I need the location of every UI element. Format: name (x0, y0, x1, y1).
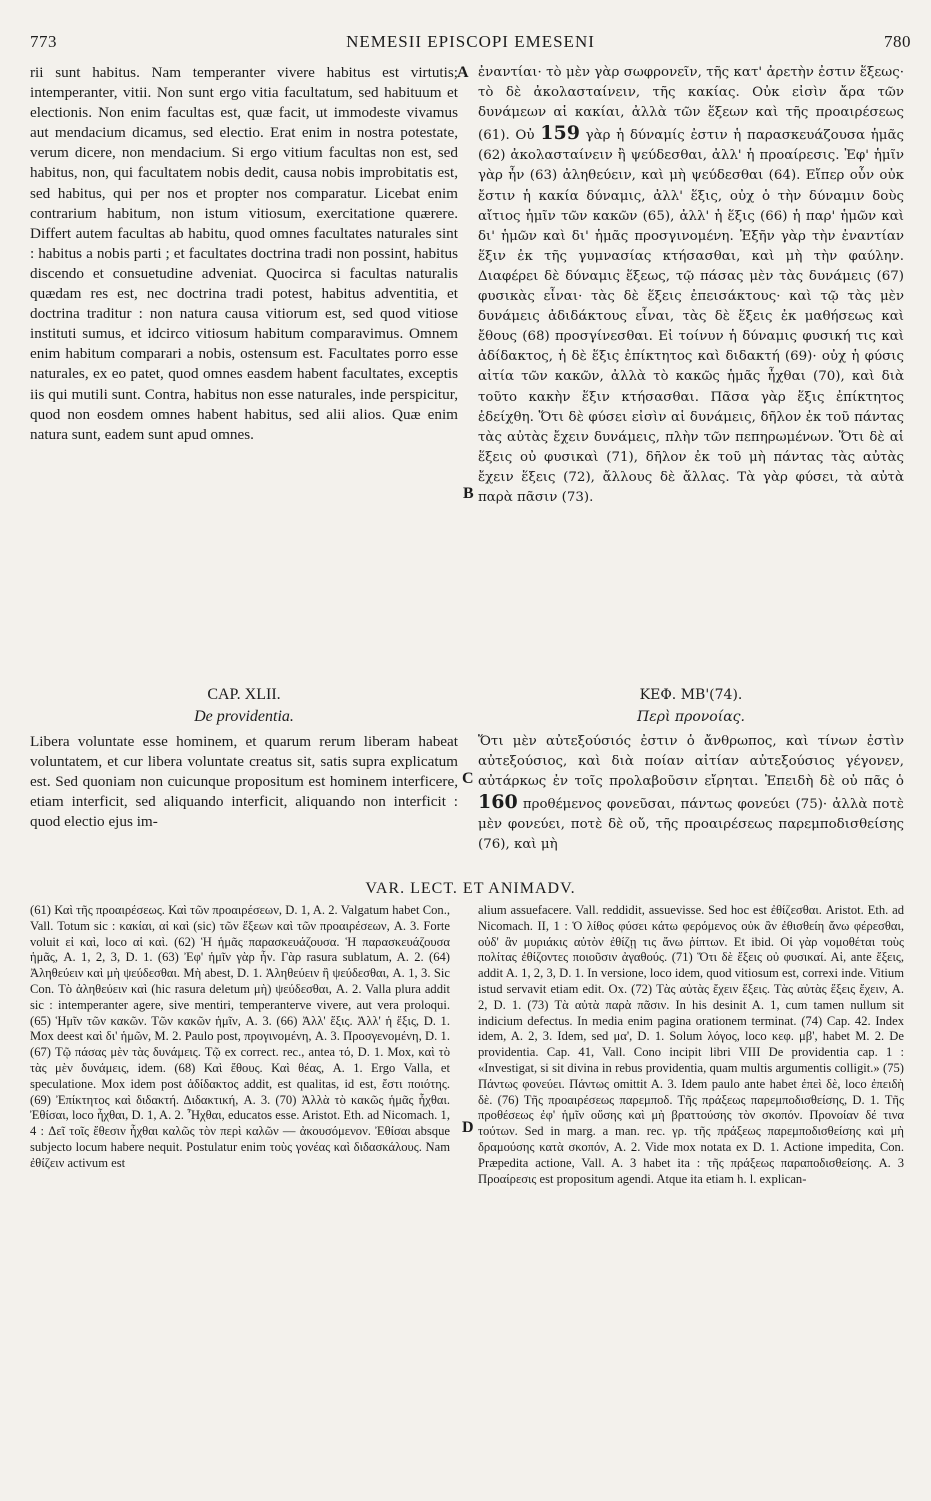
latin-chapter-title: De providentia. (194, 708, 294, 725)
edition-page-number-159: 159 (540, 122, 580, 145)
greek-text-segment: Ὅτι μὲν αὐτεξούσιός ἐστιν ὁ ἄνθρωπος, καὶ τίνων ἐστὶν αὐτεξούσιος, καὶ διὰ ποίαν αἰτίαν αὐτεξούσιος γέγονεν, αὐτάρκως ἐν τοῖς προλαβοῦσιν εἴρηται. Ἐπειδὴ δὲ οὐ πᾶς ὁ (478, 734, 904, 790)
greek-text-segment: προθέμενος φονεῦσαι, πάντως φονεύει (75)· ἀλλὰ ποτὲ μὲν φονεύει, ποτὲ δὲ οὔ, τῆς προαιρέσεως παρεμποδισθείσης (76), καὶ μὴ (478, 797, 904, 853)
greek-paragraph (478, 732, 904, 856)
notes-text: alium assuefacere. Vall. reddidit, assuevisse. Sed hoc est ἐθίζεσθαι. Aristot. Eth. ad Nicomach. II, 1 : Ὁ λίθος φύσει κάτω φερόμενος οὐκ ἂν ἐθισθείη ἄνω φέρεσθαι, οὐδ' ἂν μυριάκις αὐτὸν ἐθίζῃ τις ἄνω ῥίπτων. Et ibid. Οἱ γὰρ νομοθέται τοὺς πολίτας ἐθίζοντες ποιοῦσιν ἀγαθούς. (71) Ὅτι δὲ ἕξεις οὐ φυσικαί. Αἱ, ante ἕξεις, addit A. 1, 2, 3, D. 1. In versione, loco idem, quod vitiosum est, correxi inde. Vitium istud servavit etiam edit. Ox. (72) Τὰς αὐτὰς ἔχειν ἕξεις. Τὰς αὐτὰς ἕξεις ἔχειν, A. 2, D. 1. (73) Τὰ αὐτὰ παρὰ πᾶσιν. In his desinit A. 1, cum tamen nullum sit indicium defectus. In media enim pagina orationem terminat. (74) Cap. 42. Index idem, A. 2, 3. Idem, sed μα', D. 1. Solum λόγος, loco κεφ. μβ', habet M. 2. De providentia. Cap. 41, Vall. Cono incipit libri VIII De providentia cap. 1 : «Investigat, si sit divina in rebus providentia, quam multis argumentis colligit.» (75) Πάντως φονεύει. Πάντως omittit A. 3. Idem paulo ante habet ἐπεὶ δὲ, loco ἐπειδὴ δὲ. (76) Τῆς προαιρέσεως παρεμποδ. Τῆς πράξεως παρεμποδισθείσης, D. 1. Τῆς προθέσεως ἐφ' ἡμῖν οὔσης καὶ μὴ βραττούσης τὸν σκοπόν. Προνοίαν δέ τινα τούτων. Sed in marg. a man. rec. γρ. τῆς πράξεως παρεμποδισθείσης καὶ μὴ δραμούσης κατὰ σκοπόν, A. 2. Vide mox notata ex D. 1. Actione impedita, Con. Præpedita actione, Vall. A. 3 habet ita : τῆς πράξεως παραποδισθείσης. A. 3 Προαίρεσις est propositum agendi. Atque ita etiam h. l. explican- (478, 903, 904, 1186)
notes-column-left (30, 903, 450, 1501)
greek-chapter-title: Περὶ προνοίας. (637, 709, 745, 725)
greek-text-segment: γὰρ ἡ δύναμίς ἐστιν ἡ παρασκευάζουσα ἡμᾶς (62) ἀκολασταίνειν ἢ ψεύδεσθαι, ἀλλ' ἡ προαίρεσις. Ἐφ' ἡμῖν γὰρ ἦν (63) ἀληθεύειν, καὶ μὴ ψεύδεσθαι (64). Εἴπερ οὖν οὐκ ἔστιν ἡ κακία δύναμις, ἀλλ' ἕξις, οὐχ ὁ τὴν δύναμιν δοὺς αἴτιος ἡμῖν τῶν κακῶν (65), ἀλλ' ἡ ἕξις (66) ἡ παρ' ἡμῶν καὶ δι' ἡμῶν καὶ δι' ἡμᾶς προσγινομένη. Ἐξῆν γὰρ τὴν ἐναντίαν ἕξιν ἐκ τῆς γυμνασίας κτήσασθαι, καὶ μὴ τὴν φαύλην. Διαφέρει δὲ δύναμις ἕξεως, τῷ πάσας μὲν τὰς δυνάμεις (67) φυσικὰς εἶναι· τὰς δὲ ἕξεις ἐπεισάκτους· καὶ τῷ τὰς μὲν δυνάμεις ἀδιδάκτους εἶναι, τὰς δὲ ἕξεις ἐκ μαθήσεως καὶ ἔθους (68) προσγίνεσθαι. Εἰ τοίνυν ἡ δύναμις φυσική τις καὶ ἀδίδακτος, ἡ δὲ ἕξις ἐπίκτητος καὶ διδακτή (69)· οὐχ ἡ φύσις αἰτία τῶν κακῶν, ἀλλὰ τὸ κακῶς ἡμᾶς ἦχθαι (70), καὶ διὰ τοῦτο κακὴν ἕξιν κτήσασθαι. Πᾶσα γὰρ ἕξις ἐπίκτητος ἐδείχθη. Ὅτι δὲ φύσει εἰσὶν αἱ δυνάμεις, δῆλον ἐκ τοῦ πάντας τὰς αὐτὰς ἔχειν δυνάμεις, πλὴν τῶν πεπηρωμένων. Ὅτι δὲ αἱ ἕξεις οὐ φυσικαὶ (71), δῆλον ἐκ τοῦ μὴ πάντας τὰς αὐτὰς ἔχειν ἕξεις (72), ἄλλους δὲ ἄλλας. Τὰ γὰρ φύσει, τὰ αὐτὰ παρὰ πᾶσιν (73). (478, 128, 904, 505)
greek-paragraph (478, 63, 904, 508)
running-title: NEMESII EPISCOPI EMESENI (346, 32, 595, 51)
edition-page-number-160: 160 (478, 791, 518, 814)
greek-chapter-text (478, 732, 904, 882)
page-number-right: 780 (884, 32, 911, 51)
notes-column-right (478, 903, 904, 1501)
latin-paragraph: Libera voluntate esse hominem, et quarum rerum liberam habeat voluntatem, et cur libera voluntate creatus sit, satis supra explicatum est. Sed quoniam non cuicunque propositum est hominem interficere, etiam interficit, sed aliquando interficit, aliquando non interficit : quod electio ejus im- (30, 733, 458, 831)
notes-text: (61) Καὶ τῆς προαιρέσεως. Καὶ τῶν προαιρέσεων, D. 1, A. 2. Valgatum habet Con., Vall. Totum sic : κακίαι, αἱ καὶ (sic) τῶν ἕξεων καὶ τῶν προαιρέσεων, A. 3. Forte voluit εἰ καὶ, loco αἱ καὶ. (62) Ἡ ἡμᾶς παρασκευάζουσα. Ἡ παρασκευάζουσα ἡμᾶς, A. 1, 2, 3, D. 1. (63) Ἐφ' ἡμῖν γὰρ ἦν. Γὰρ rasura sublatum, A. 2. (64) Ἀληθεύειν καὶ μὴ ψεύδεσθαι. Μὴ abest, D. 1. Ἀληθεύειν ἢ ψεύδεσθαι, A. 1, 3. Sic Con. Τὸ ἀληθεύειν καὶ (hic rasura deletum μὴ) ψεύδεσθαι, A. 2. Valla plura addit sic : intemperanter agere, sive mentiri, temperanterve vivere, aut vera proloqui. (65) Ἡμῖν τῶν κακῶν. Τῶν κακῶν ἡμῖν, A. 3. (66) Ἀλλ' ἕξις. Ἀλλ' ἡ ἕξις, D. 1. Mox deest καὶ δι' ἡμῶν, M. 2. Paulo post, προγινομένη, A. 3. Προσγενομένη, D. 1. (67) Τῷ πάσας μὲν τὰς δυνάμεις. Τῷ ex correct. rec., antea τό, D. 1. Mox, καὶ τὸ τὰς μὲν δυνάμεις, idem. (68) Καὶ ἔθους. Καὶ θέας, A. 1. Ergo Valla, et speculatione. Mox idem post ἀδίδακτος addit, est qualitas, id est, ἔστι ποιότης. (69) Ἐπίκτητος καὶ διδακτή. Διδακτική, A. 3. (70) Ἀλλὰ τὸ κακῶς ἡμᾶς ἦχθαι. Ἐθίσαι, loco ἦχθαι, D. 1, A. 2. Ἦχθαι, educatos esse. Aristot. Eth. ad Nicomach. 1, 4 : Δεῖ τοῖς ἔθεσιν ἦχθαι καλῶς τὸν περὶ καλῶν — ἀκουσόμενον. Ἐθίσαι absque subjecto locum habere nequit. Postulatur enim τοὺς γονέας καὶ διδασκάλους. Nam ἐθίζειν activum est (30, 903, 450, 1170)
latin-chapter-text (30, 732, 458, 882)
latin-text-column (30, 63, 458, 683)
latin-paragraph: rii sunt habitus. Nam temperanter vivere habitus est virtutis; intemperanter, vitii. Non sunt ergo vitia facultatum, sed habituum et electionis. Non enim facultas est, quæ facit, ut immodeste vivamus aut mendacium dicamus, sed electio. Erat enim in nostra potestate, verum dicere, non mendacium. Si ergo vitium facultas non est, sed habitus, non, qui facultatem nobis dedit, causa nobis improbitatis est, sed habitus, qui per nos et propter nos comparatur. Licebat enim contrarium habitum, non istum vitiosum, exercitatione quærere. Differt autem facultas ab habitu, quod omnes facultates naturales sint : habitus a nobis parti ; et facultates doctrina tradi non possint, habitus discendo et consuetudine adveniat. Quocirca si facultas naturalis quædam res est, nec doctrina tradi potest, habitus adventitia, et doctrina traditur : non natura causa vitiorum est, sed quod vitiose instituti sumus, et idcirco vitiosum habitum comparavimus. Omnem enim habitum comparari a nobis, ostensum est. Facultates porro esse naturales, ex eo patet, quod omnes easdem habent facultates, exceptis iis qui mutili sunt. Contra, habitus non esse naturales, inde perspicitur, quod non eosdem omnes habent habitus, sed alii alios. Quæ enim natura sunt, eadem sunt apud omnes. (30, 64, 458, 443)
latin-chapter-number: CAP. XLII. (207, 686, 281, 703)
margin-marker-b: B (463, 485, 474, 502)
greek-text-column (478, 63, 904, 683)
running-header (30, 32, 911, 56)
margin-marker-a: A (457, 64, 469, 81)
page-number-left: 773 (30, 32, 57, 51)
margin-marker-c: C (462, 770, 474, 787)
notes-heading: VAR. LECT. ET ANIMADV. (365, 880, 576, 897)
greek-chapter-number: ΚΕΦ. ΜΒ'(74). (639, 687, 743, 703)
margin-marker-d: D (462, 1119, 474, 1136)
greek-text-segment: ἐναντίαι· τὸ μὲν γὰρ σωφρονεῖν, τῆς κατ' ἀρετὴν ἐστιν ἕξεως· τὸ δὲ ἀκολασταίνειν, τῆς κακίας. Οὐκ εἰσὶν ἄρα τῶν δυνάμεων αἱ κακίαι, ἀλλὰ τῶν ἕξεων καὶ τῆς προαιρέσεως (61). Οὐ (478, 65, 904, 144)
